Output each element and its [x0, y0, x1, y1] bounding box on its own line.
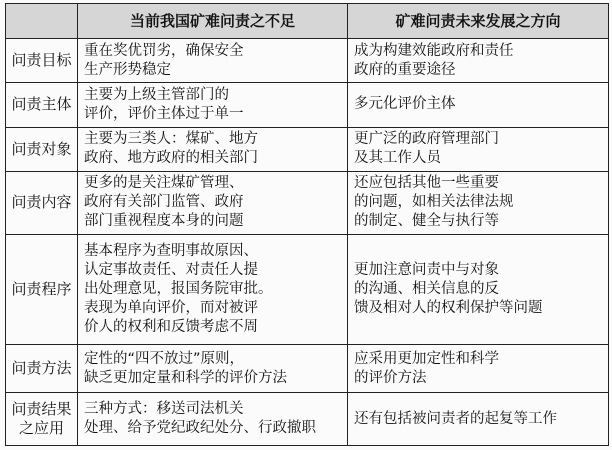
row-label: 问责目标 — [6, 39, 78, 83]
table-row — [6, 235, 609, 345]
header-future-directions: 矿难问责未来发展之方向 — [348, 4, 609, 39]
table-row — [6, 83, 609, 127]
current-cell: 三种方式：移送司法机关 处理、给予党纪政纪处分、行政撤职 — [78, 393, 348, 446]
current-cell: 重在奖优罚劣，确保安全 生产形势稳定 — [78, 39, 348, 83]
row-label: 问责对象 — [6, 127, 78, 171]
current-cell: 主要为上级主管部门的 评价，评价主体过于单一 — [78, 83, 348, 127]
header-corner-cell — [6, 4, 78, 39]
row-label: 问责程序 — [6, 235, 78, 345]
current-cell: 主要为三类人：煤矿、地方 政府、地方政府的相关部门 — [78, 127, 348, 171]
future-cell: 更广泛的政府管理部门 及其工作人员 — [348, 127, 609, 171]
row-label: 问责主体 — [6, 83, 78, 127]
future-cell: 多元化评价主体 — [348, 83, 609, 127]
current-cell: 定性的“四不放过”原则， 缺乏更加定量和科学的评价方法 — [78, 344, 348, 393]
future-cell: 应采用更加定性和科学 的评价方法 — [348, 344, 609, 393]
future-cell: 还有包括被问责者的起复等工作 — [348, 393, 609, 446]
future-cell: 更加注意问责中与对象 的沟通、相关信息的反 馈及相对人的权利保护等问题 — [348, 235, 609, 345]
row-label: 问责结果 之应用 — [6, 393, 78, 446]
current-cell: 更多的是关注煤矿管理、 政府有关部门监管、政府 部门重视程度本身的问题 — [78, 171, 348, 234]
table-row — [6, 127, 609, 171]
table-row — [6, 171, 609, 234]
future-cell: 还应包括其他一些重要 的问题，如相关法律法规 的制定、健全与执行等 — [348, 171, 609, 234]
comparison-table — [5, 3, 609, 446]
future-cell: 成为构建效能政府和责任 政府的重要途径 — [348, 39, 609, 83]
table-row — [6, 344, 609, 393]
table-header-row — [6, 4, 609, 39]
row-label: 问责方法 — [6, 344, 78, 393]
table-row — [6, 393, 609, 446]
table-row — [6, 39, 609, 83]
row-label: 问责内容 — [6, 171, 78, 234]
current-cell: 基本程序为查明事故原因、 认定事故责任、对责任人提 出处理意见，报国务院审批。 表现为单向评价，而对被评 价人的权利和反馈考虑不周 — [78, 235, 348, 345]
header-current-shortcomings: 当前我国矿难问责之不足 — [78, 4, 348, 39]
